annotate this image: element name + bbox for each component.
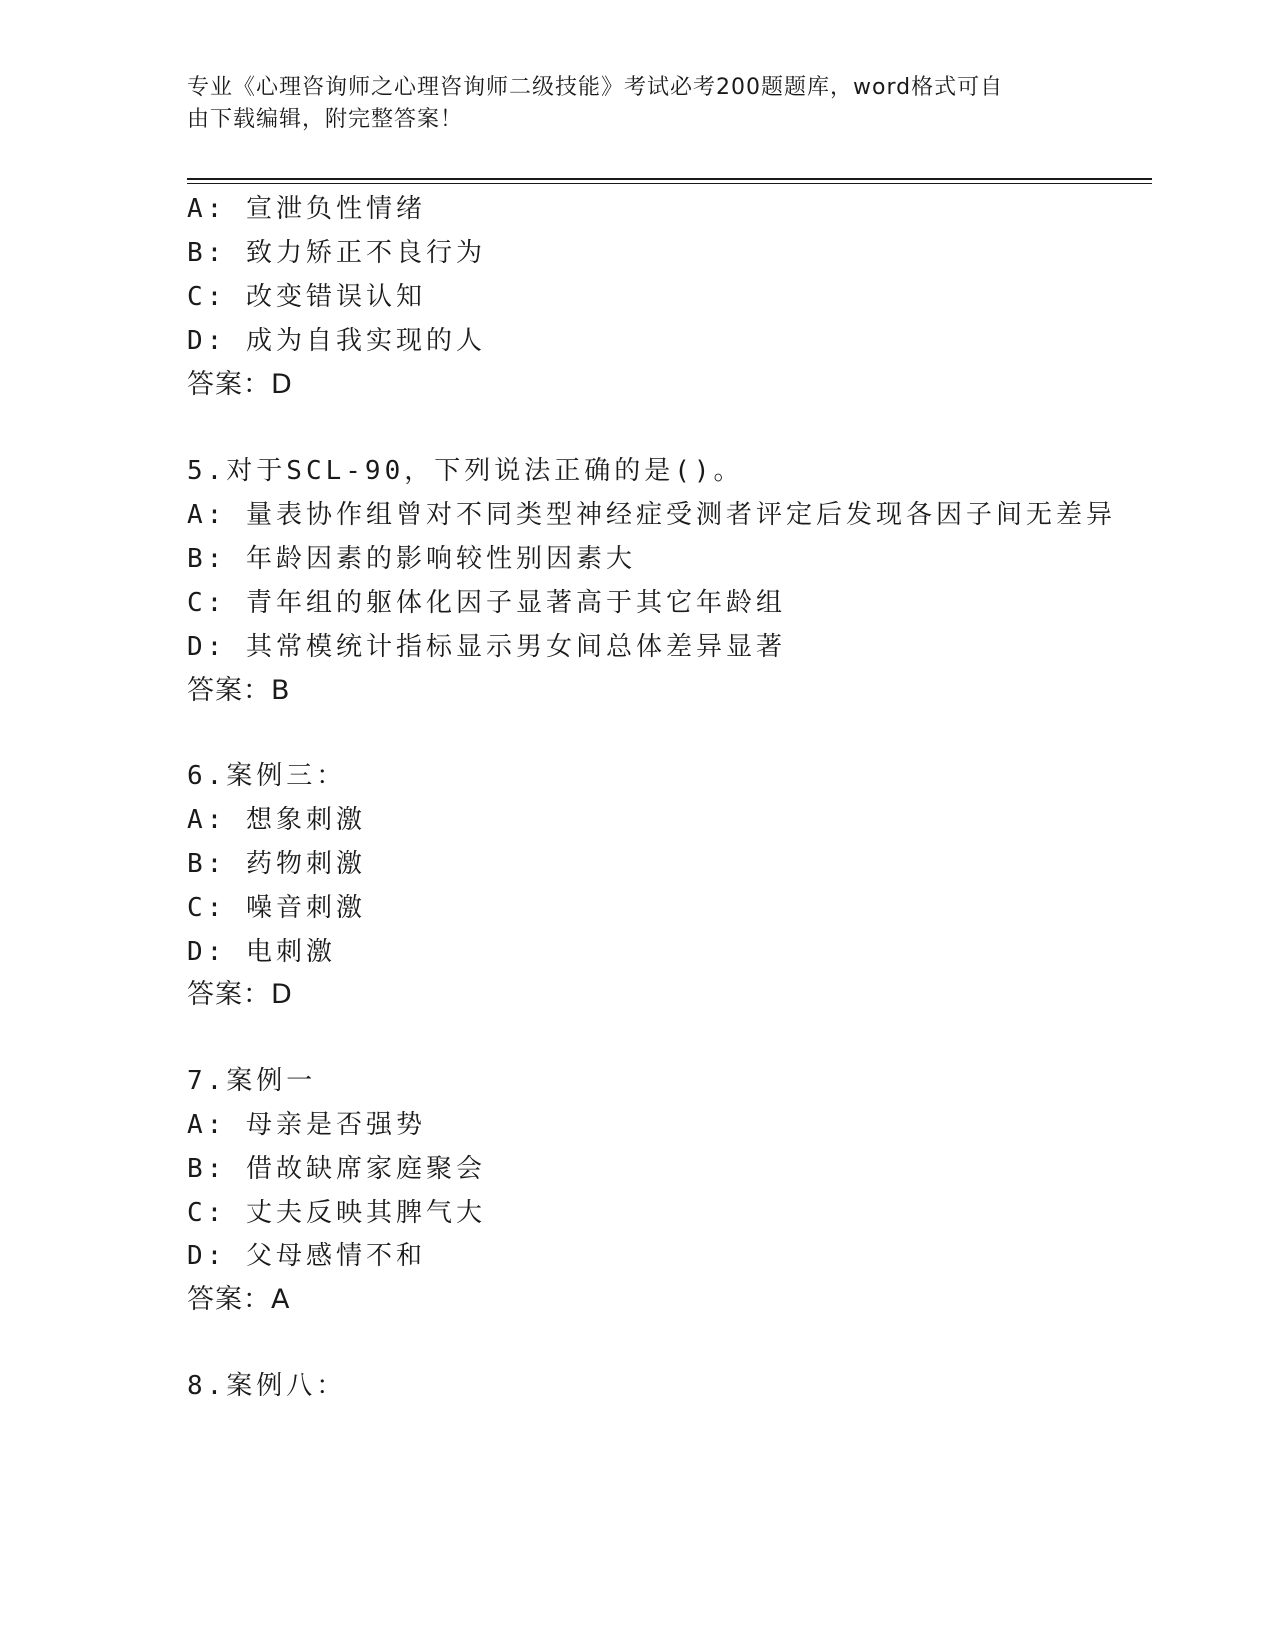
q5-question: 5.对于SCL-90，下列说法正确的是()。 bbox=[187, 456, 744, 486]
q4-option-c: C: 改变错误认知 bbox=[187, 282, 426, 312]
q7-option-a: A: 母亲是否强势 bbox=[187, 1110, 426, 1140]
q6-question: 6.案例三： bbox=[187, 761, 347, 791]
q8-question: 8.案例八： bbox=[187, 1371, 347, 1401]
q5-answer: 答案：B bbox=[187, 675, 291, 706]
header-line-2: 由下载编辑，附完整答案！ bbox=[187, 107, 464, 132]
q4-answer: 答案：D bbox=[187, 369, 293, 400]
q4-option-d: D: 成为自我实现的人 bbox=[187, 326, 486, 356]
q4-option-a: A: 宣泄负性情绪 bbox=[187, 194, 426, 224]
q6-option-b: B: 药物刺激 bbox=[187, 849, 366, 879]
document-header bbox=[187, 72, 1067, 136]
q7-option-b: B: 借故缺席家庭聚会 bbox=[187, 1154, 486, 1184]
q5-option-a: A: 量表协作组曾对不同类型神经症受测者评定后发现各因子间无差异 bbox=[187, 500, 1116, 530]
q5-option-b: B: 年龄因素的影响较性别因素大 bbox=[187, 544, 636, 574]
q6-option-d: D: 电刺激 bbox=[187, 937, 336, 967]
q5-option-d: D: 其常模统计指标显示男女间总体差异显著 bbox=[187, 632, 786, 662]
q6-option-a: A: 想象刺激 bbox=[187, 805, 366, 835]
q7-option-c: C: 丈夫反映其脾气大 bbox=[187, 1198, 486, 1228]
q7-option-d: D: 父母感情不和 bbox=[187, 1241, 426, 1271]
q7-question: 7.案例一 bbox=[187, 1066, 317, 1096]
q6-option-c: C: 噪音刺激 bbox=[187, 893, 366, 923]
q4-option-b: B: 致力矫正不良行为 bbox=[187, 238, 486, 268]
header-line-1: 专业《心理咨询师之心理咨询师二级技能》考试必考200题题库，word格式可自 bbox=[187, 75, 1004, 100]
q6-answer: 答案：D bbox=[187, 979, 293, 1010]
q7-answer: 答案：A bbox=[187, 1284, 291, 1315]
q5-option-c: C: 青年组的躯体化因子显著高于其它年龄组 bbox=[187, 588, 786, 618]
header-divider-thin bbox=[187, 183, 1152, 184]
header-divider-thick bbox=[187, 178, 1152, 180]
